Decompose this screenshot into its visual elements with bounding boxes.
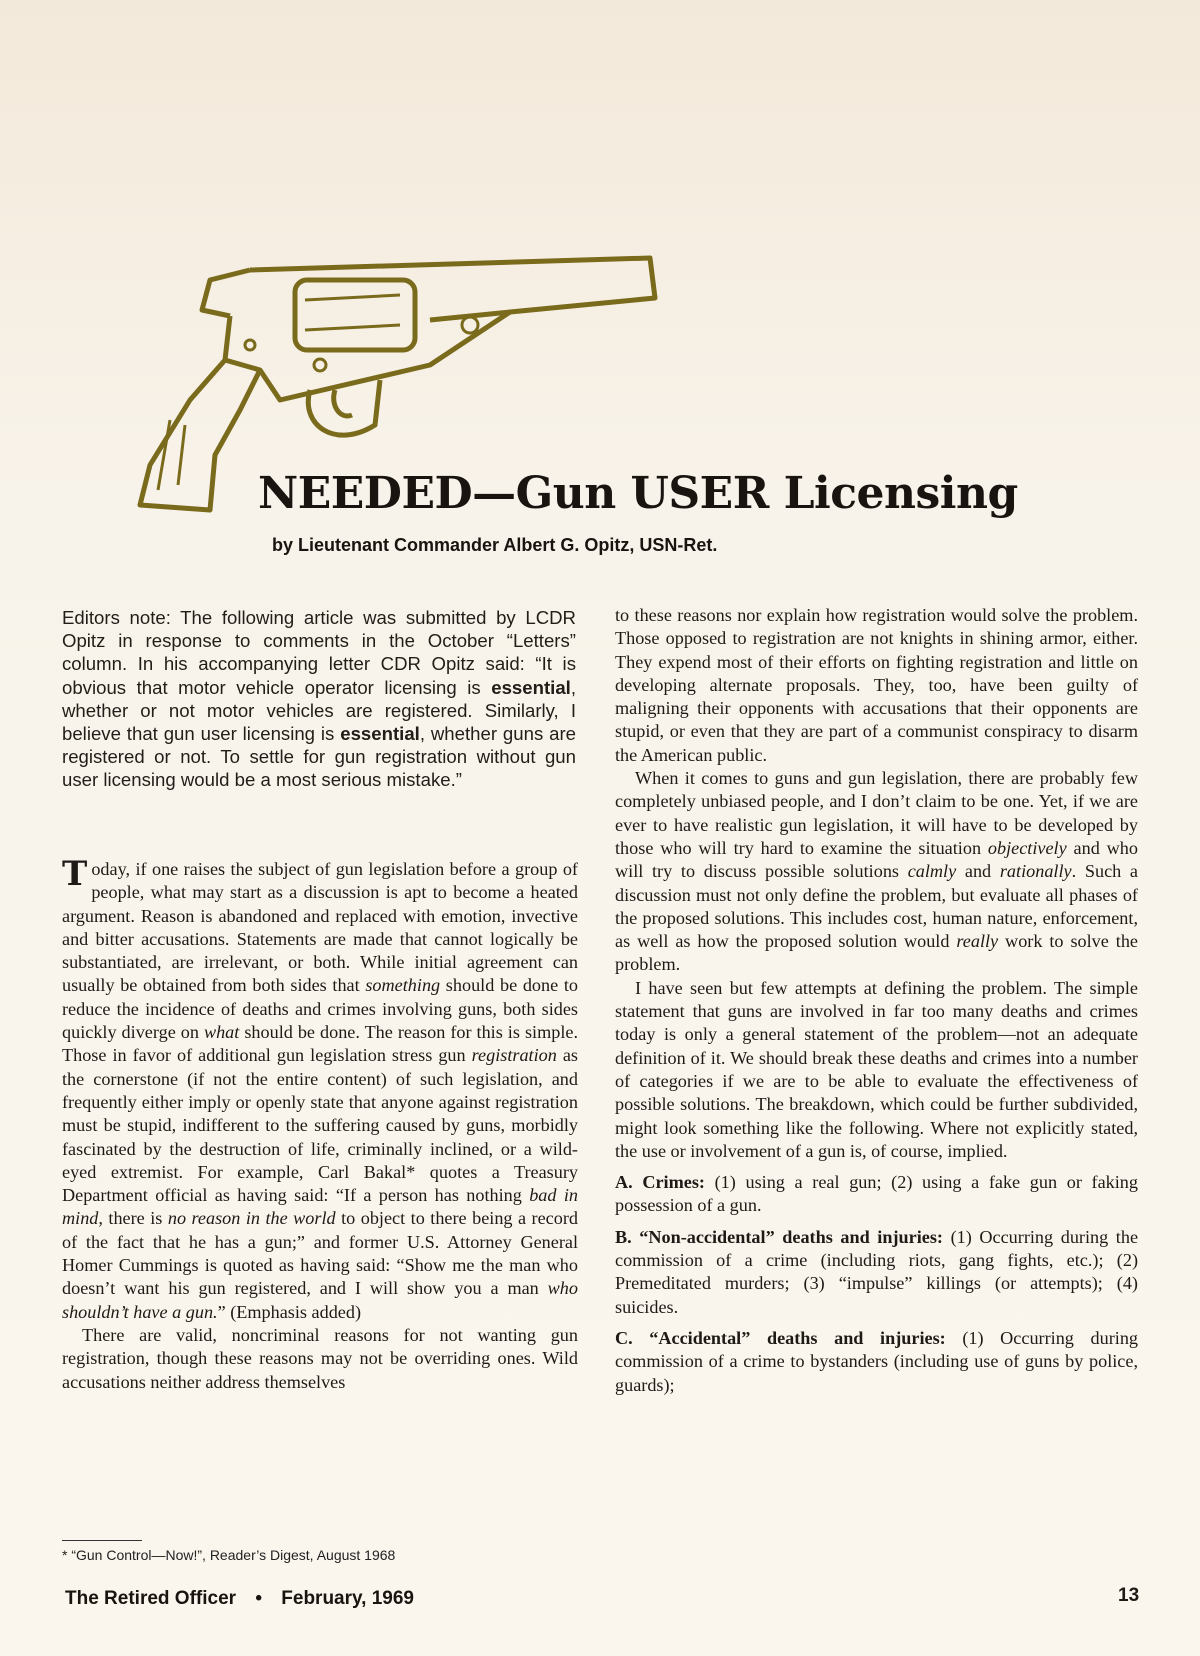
paragraph: I have seen but few attempts at defining the problem. The simple statement that guns are involved in far too many deaths and crimes today is only a general statement of the problem—not an adequate definition of it. We should break these deaths and crimes into a number of categories if we are to be able to evaluate the effectiveness of possible solutions. The breakdown, which could be further subdivided, might look something like the following. Where not explicitly stated, the use or involvement of a gun is, of course, implied. [615, 977, 1138, 1161]
italic-run: objectively [987, 837, 1067, 858]
text-run: and [956, 861, 1000, 882]
text-run: When it comes to guns and gun legislation, there are probably few completely unbiased people, and I don’t claim to be one. Yet, if we are ever to have realistic gun legislation, it will have to be developed by those who will try hard to examine the situation [615, 768, 1138, 858]
text-run: should be done to reduce the incidence of deaths and crimes involving guns, both sides quickly diverge on [62, 975, 578, 1043]
category-item [615, 1171, 1138, 1218]
italic-run: registration [471, 1045, 557, 1066]
footer-separator: • [255, 1588, 262, 1609]
italic-run: something [365, 975, 441, 996]
paragraph [615, 767, 1138, 977]
byline: by Lieutenant Commander Albert G. Opitz, USN-Ret. [272, 535, 718, 555]
italic-run: bad in mind, [62, 1185, 578, 1229]
footnote-divider [62, 1540, 142, 1541]
category-label: B. “Non-accidental” deaths and injuries: [615, 1226, 943, 1247]
text-run: there is [102, 1208, 168, 1229]
category-item [615, 1226, 1138, 1319]
category-text: (1) Occurring during the commission of a crime (including riots, gang fights, etc.); (2) Premeditated murders; (3) “impulse” killings (or attempts); (4) suicides. [615, 1226, 1139, 1317]
editors-note-text: , whether guns are registered or not. To settle for gun registration without gun user licensing would be a most serious mistake.” [62, 723, 576, 791]
footnote: * “Gun Control—Now!”, Reader’s Digest, August 1968 [62, 1547, 396, 1563]
italic-run: what [203, 1022, 240, 1043]
paragraph: to these reasons nor explain how registration would solve the problem. Those opposed to registration are not knights in shining armor, either. They expend most of their efforts on fighting registration and little on developing alternate proposals. They, too, have been guilty of maligning their opponents with accusations that their opponents are stupid, or even that they are part of a communist conspiracy to disarm the American public. [615, 605, 1138, 765]
issue-date: February, 1969 [281, 1588, 414, 1609]
editors-note-text: Editors note: The following article was submitted by LCDR Opitz in response to comments in the October “Letters” column. In his accompanying letter CDR Opitz said: “It is obvious that motor vehicle operator licensing is [62, 607, 576, 698]
paragraph: There are valid, noncriminal reasons for not wanting gun registration, though these reasons may not be overriding ones. Wild accusations neither address themselves [62, 1324, 578, 1392]
text-run: as the cornerstone (if not the entire content) of such legislation, and frequently either imply or openly state that anyone against registration must be stupid, indifferent to the suffering caused by guns, morbidly fascinated by the destruction of life, criminally inclined, or a wild-eyed extremist. For example, Carl Bakal* quotes a Treasury Department official as having said: “If a person has nothing [62, 1045, 578, 1206]
paragraph [62, 854, 578, 1324]
italic-run: who shouldn’t have a gun. [62, 1278, 578, 1322]
text-run: oday, if one raises the subject of gun legislation before a group of people, what may start as a discussion is apt to become a heated argument. Reason is abandoned and replaced with emotion, invective and bitter accusations. Statements are made that cannot logically be substantiated, are irrelevant, or both. While initial agreement can usually be obtained from both sides that [62, 859, 578, 996]
left-column [62, 854, 578, 1394]
page-footer [65, 1588, 428, 1610]
text-run: work to solve the problem. [615, 931, 1138, 975]
drop-cap: T [62, 854, 88, 894]
text-run: to object to there being a record of the fact that he has a gun;” and former U.S. Attorney General Homer Cummings is quoted as having said: “Show me the man who doesn’t want his gun registered, and I will show you a man [62, 1208, 578, 1299]
editors-note-text: , whether or not motor vehicles are registered. Similarly, I believe that gun user licensing is [62, 676, 576, 745]
italic-run: no reason in the world [167, 1208, 336, 1229]
page-number: 13 [1118, 1585, 1140, 1606]
publication-name: The Retired Officer [65, 1588, 237, 1609]
text-run: . Such a discussion must not only define the problem, but evaluate all phases of the proposed solutions. This includes cost, human nature, enforcement, as well as how the proposed solution would [615, 861, 1139, 952]
italic-run: really [956, 931, 999, 952]
text-run: ” (Emphasis added) [217, 1301, 362, 1322]
text-run: should be done. The reason for this is simple. Those in favor of additional gun legislation stress gun [62, 1022, 578, 1066]
right-column [615, 604, 1138, 1397]
category-label: C. “Accidental” deaths and injuries: [615, 1327, 946, 1348]
emphasis-essential: essential [491, 676, 571, 698]
category-label: A. Crimes: [615, 1172, 705, 1193]
article-title: NEEDED—Gun USER Licensing [258, 468, 1018, 519]
category-text: (1) using a real gun; (2) using a fake gun or faking possession of a gun. [615, 1172, 1138, 1216]
italic-run: rationally [999, 861, 1072, 882]
emphasis-essential: essential [340, 723, 420, 745]
category-item [615, 1327, 1138, 1397]
italic-run: calmly [907, 861, 957, 882]
category-text: (1) Occurring during commission of a crime to bystanders (including use of guns by police, guards); [615, 1327, 1139, 1395]
editors-note [62, 606, 576, 792]
text-run: and who will try to discuss possible solutions [615, 837, 1138, 882]
